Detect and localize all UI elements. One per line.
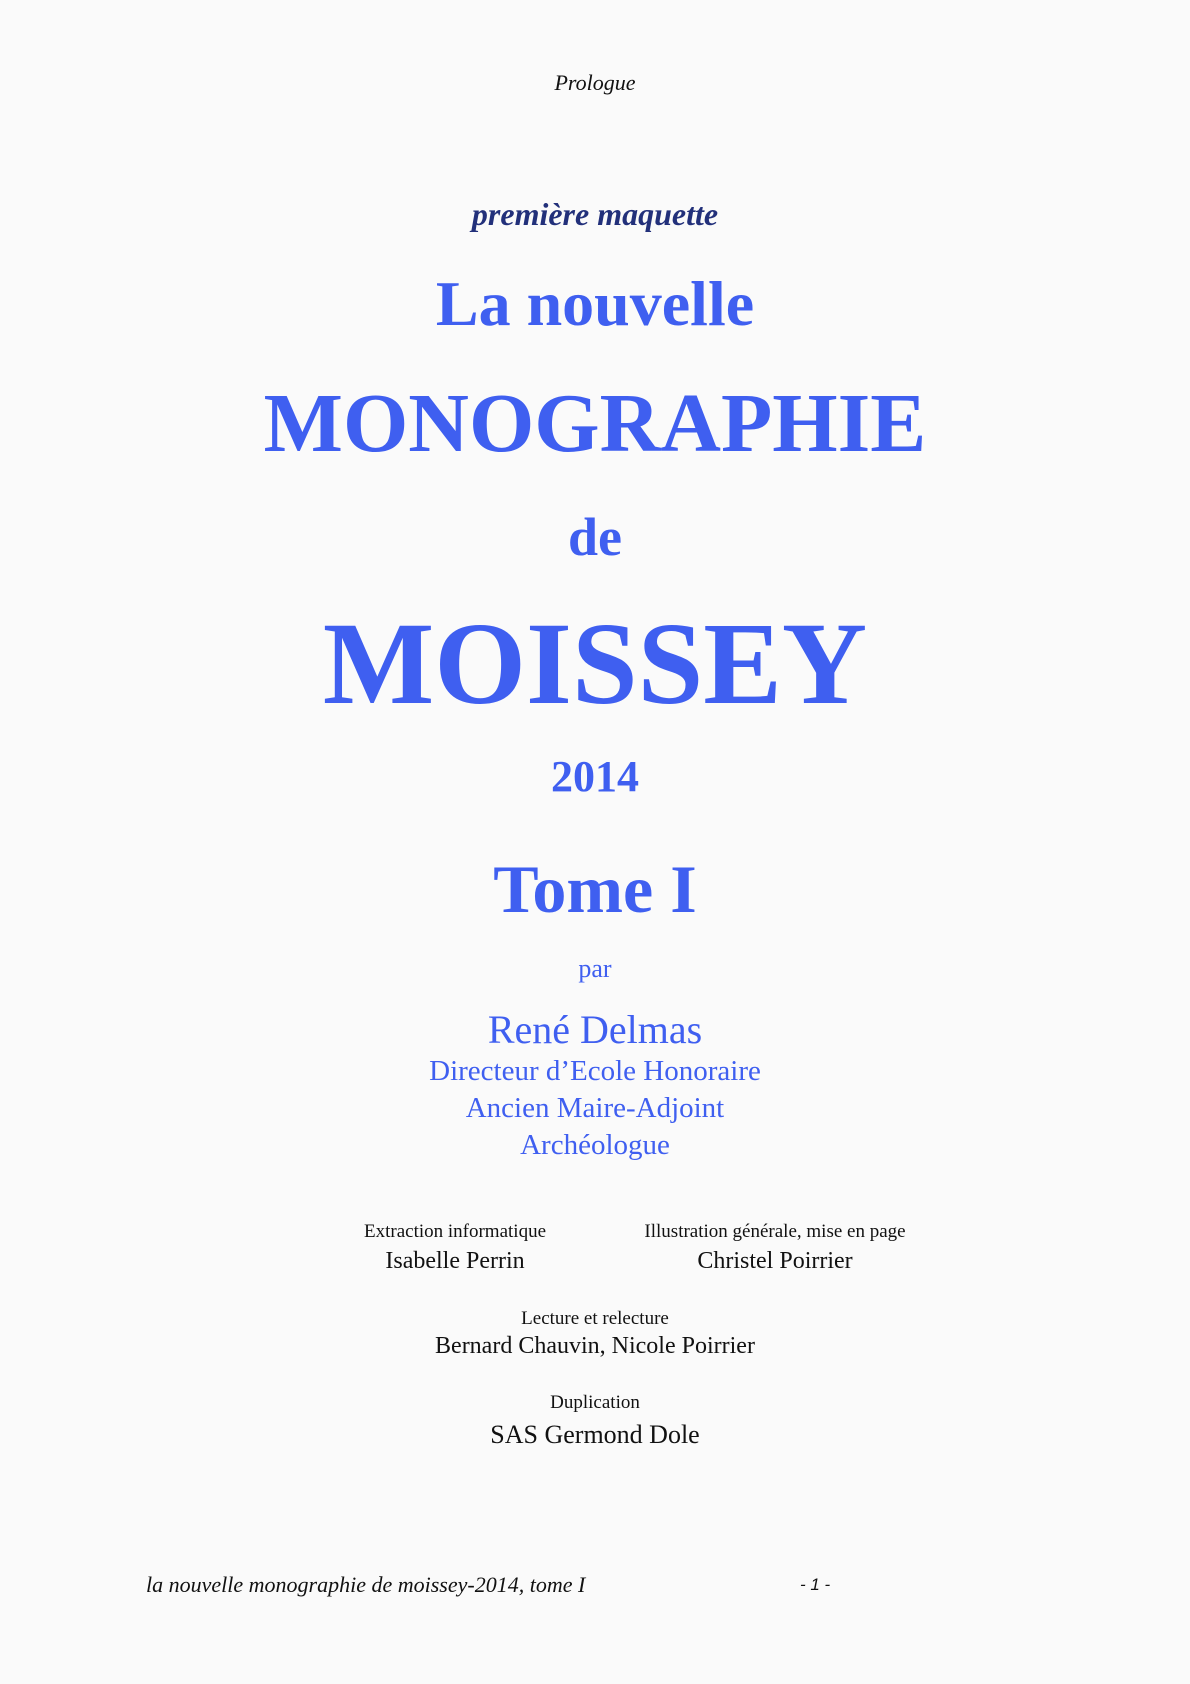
title-line-la-nouvelle: La nouvelle	[435, 268, 755, 339]
footer-text: la nouvelle monographie de moissey-2014, tome I	[146, 1572, 586, 1597]
credit-label: Duplication	[550, 1392, 640, 1413]
author-role: Directeur d’Ecole Honoraire	[429, 1055, 761, 1087]
title-year: 2014	[551, 752, 639, 801]
credit-label: Extraction informatique	[363, 1221, 547, 1242]
credit-name: Isabelle Perrin	[385, 1248, 525, 1274]
page-number: - 1 -	[800, 1575, 831, 1594]
title-line-monographie: MONOGRAPHIE	[263, 377, 927, 470]
credit-illustration	[620, 1222, 930, 1273]
credit-name: Christel Poirrier	[697, 1248, 853, 1274]
subtitle: première maquette	[471, 196, 719, 232]
credit-label: Lecture et relecture	[521, 1308, 669, 1329]
credit-duplication	[0, 1393, 1190, 1448]
title-line-de: de	[568, 507, 622, 567]
author-by-label: par	[578, 954, 612, 983]
credit-name: Bernard Chauvin, Nicole Poirrier	[435, 1333, 755, 1359]
credit-label: Illustration générale, mise en page	[644, 1221, 906, 1242]
credit-name: SAS Germond Dole	[490, 1420, 700, 1449]
credit-reading	[0, 1309, 1190, 1358]
credit-extraction	[340, 1222, 570, 1273]
author-name: René Delmas	[487, 1007, 703, 1052]
title-tome: Tome I	[493, 851, 697, 927]
author-role: Ancien Maire-Adjoint	[465, 1092, 725, 1124]
header-label: Prologue	[554, 70, 636, 95]
title-line-moissey: MOISSEY	[322, 598, 868, 729]
author-role: Archéologue	[520, 1129, 670, 1161]
